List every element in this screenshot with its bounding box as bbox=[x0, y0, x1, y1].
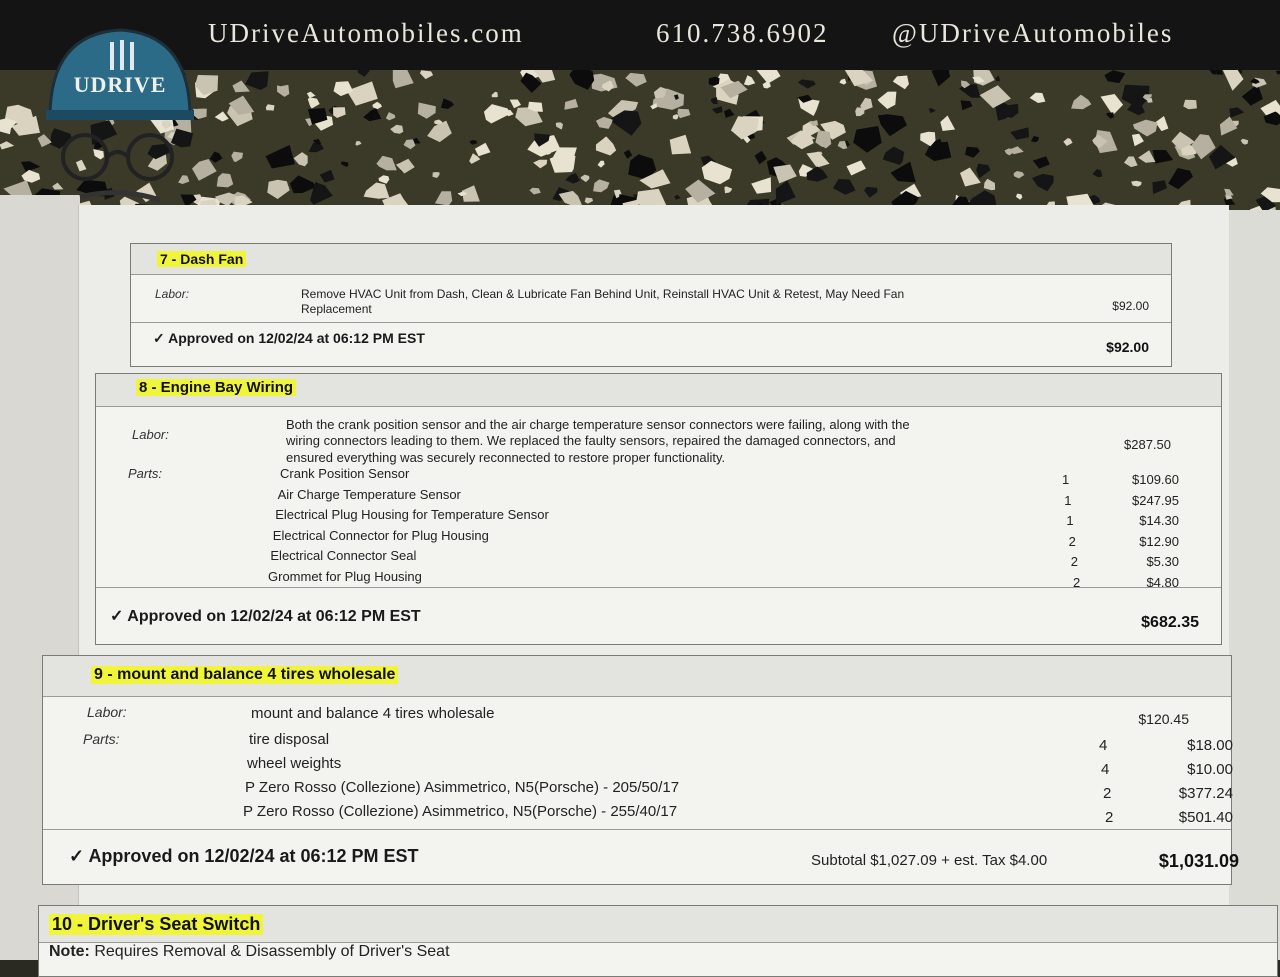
part-price: $14.30 bbox=[1139, 513, 1179, 528]
terrazzo-chip bbox=[757, 70, 781, 84]
terrazzo-chip bbox=[931, 70, 950, 87]
terrazzo-chip bbox=[1104, 70, 1125, 83]
terrazzo-chip bbox=[712, 106, 723, 113]
approval-status: ✓ Approved on 12/02/24 at 06:12 PM EST bbox=[69, 846, 419, 866]
terrazzo-chip bbox=[21, 161, 41, 172]
terrazzo-chip bbox=[711, 97, 718, 104]
part-quantity: 2 bbox=[1103, 785, 1112, 802]
terrazzo-chip bbox=[277, 85, 289, 97]
terrazzo-chip bbox=[724, 186, 732, 193]
terrazzo-chip bbox=[585, 198, 594, 204]
labor-label: Labor: bbox=[87, 704, 127, 720]
note-text: Requires Removal & Disassembly of Driver's Seat bbox=[94, 943, 450, 960]
terrazzo-chip bbox=[290, 175, 317, 193]
terrazzo-chip bbox=[929, 108, 936, 113]
terrazzo-chip bbox=[1101, 94, 1124, 115]
item-total: $1,031.09 bbox=[1158, 851, 1239, 871]
terrazzo-chip bbox=[333, 107, 346, 118]
terrazzo-chip bbox=[1132, 134, 1144, 147]
part-name: Electrical Plug Housing for Temperature Sensor bbox=[275, 507, 549, 522]
terrazzo-chip bbox=[1093, 169, 1103, 177]
terrazzo-chip bbox=[883, 147, 905, 165]
terrazzo-chip bbox=[309, 143, 324, 153]
part-quantity: 1 bbox=[1066, 513, 1074, 528]
dealer-phone: 610.738.6902 bbox=[656, 18, 829, 48]
part-name: Air Charge Temperature Sensor bbox=[277, 486, 461, 502]
labor-description: Both the crank position sensor and the air charge temperature sensor connectors were failing, along with the wiring connectors leading to them. We replaced the faulty sensors, repaired the damaged connectors, and ensured everything was securely reconnected to restore proper functionality. bbox=[286, 417, 910, 465]
terrazzo-chip bbox=[364, 183, 390, 199]
terrazzo-chip bbox=[776, 181, 796, 205]
terrazzo-chip bbox=[864, 187, 877, 198]
terrazzo-chip bbox=[1153, 150, 1174, 164]
terrazzo-chip bbox=[434, 120, 442, 125]
labor-label: Labor: bbox=[155, 287, 190, 301]
terrazzo-chip bbox=[961, 100, 973, 110]
terrazzo-chip bbox=[320, 170, 335, 183]
terrazzo-chip bbox=[441, 98, 454, 109]
terrazzo-chip bbox=[1016, 194, 1022, 200]
parts-label: Parts: bbox=[128, 466, 162, 481]
part-name: Crank Position Sensor bbox=[280, 466, 410, 481]
udrive-logo bbox=[40, 22, 200, 212]
part-name: Electrical Connector for Plug Housing bbox=[272, 527, 489, 543]
terrazzo-chip bbox=[763, 82, 771, 89]
note-label: Note: bbox=[49, 943, 90, 960]
check-icon: ✓ bbox=[69, 846, 85, 866]
part-price: $10.00 bbox=[1187, 761, 1233, 778]
terrazzo-chip bbox=[1152, 180, 1167, 194]
part-price: $109.60 bbox=[1132, 472, 1179, 487]
terrazzo-chip bbox=[965, 147, 980, 158]
item-total: $92.00 bbox=[1106, 339, 1149, 355]
terrazzo-chip bbox=[1032, 174, 1054, 192]
terrazzo-chip bbox=[217, 173, 234, 187]
terrazzo-chip bbox=[839, 79, 846, 85]
terrazzo-chip bbox=[755, 151, 767, 165]
terrazzo-chip bbox=[363, 108, 381, 121]
terrazzo-chip bbox=[744, 75, 755, 85]
subtotal-tax: Subtotal $1,027.09 + est. Tax $4.00 bbox=[811, 852, 1048, 869]
terrazzo-chip bbox=[564, 99, 578, 110]
part-quantity: 2 bbox=[1105, 809, 1114, 826]
part-name: Grommet for Plug Housing bbox=[268, 568, 422, 584]
service-item-drivers-seat-switch bbox=[38, 905, 1278, 977]
terrazzo-chip bbox=[976, 164, 990, 179]
terrazzo-chip bbox=[878, 114, 907, 136]
terrazzo-chip bbox=[1133, 120, 1158, 137]
terrazzo-chip bbox=[1107, 112, 1114, 118]
terrazzo-chip bbox=[347, 81, 378, 105]
terrazzo-chip bbox=[670, 135, 692, 155]
terrazzo-chip bbox=[625, 73, 646, 87]
labor-label: Labor: bbox=[132, 427, 169, 442]
service-item-engine-bay-wiring bbox=[95, 373, 1222, 645]
terrazzo-chip bbox=[379, 175, 390, 183]
terrazzo-chip bbox=[833, 179, 856, 195]
terrazzo-chip bbox=[893, 76, 909, 90]
terrazzo-chip bbox=[565, 173, 580, 184]
logo-text: UDRIVE bbox=[73, 72, 167, 97]
service-item-dash-fan bbox=[130, 243, 1172, 367]
part-quantity: 2 bbox=[1068, 533, 1076, 549]
terrazzo-chip bbox=[1168, 168, 1193, 189]
item-title: 10 - Driver's Seat Switch bbox=[49, 914, 263, 935]
terrazzo-chip bbox=[386, 112, 396, 120]
terrazzo-chip bbox=[1030, 93, 1046, 103]
terrazzo-chip bbox=[266, 145, 295, 169]
terrazzo-chip bbox=[307, 92, 316, 98]
service-item-tire-mount-balance bbox=[42, 655, 1239, 885]
terrazzo-chip bbox=[677, 109, 690, 119]
terrazzo-chip bbox=[266, 104, 275, 111]
labor-price: $120.45 bbox=[1138, 711, 1189, 727]
terrazzo-chip bbox=[1033, 156, 1050, 168]
terrazzo-chip bbox=[556, 122, 563, 129]
terrazzo-chip bbox=[355, 141, 361, 146]
terrazzo-chip bbox=[878, 92, 897, 109]
approval-status: ✓ Approved on 12/02/24 at 06:12 PM EST bbox=[110, 608, 421, 625]
terrazzo-chip bbox=[984, 179, 995, 191]
terrazzo-chip bbox=[1183, 100, 1197, 110]
parts-label: Parts: bbox=[83, 731, 120, 747]
terrazzo-chip bbox=[1242, 84, 1263, 106]
terrazzo-chip bbox=[529, 188, 540, 195]
labor-description: Remove HVAC Unit from Dash, Clean & Lubricate Fan Behind Unit, Reinstall HVAC Unit & Retest, May Need Fan Replacement bbox=[301, 287, 905, 316]
terrazzo-chip bbox=[492, 92, 498, 98]
approval-status: ✓ Approved on 12/02/24 at 06:12 PM EST bbox=[153, 330, 425, 346]
terrazzo-chip bbox=[751, 177, 771, 194]
terrazzo-chip bbox=[673, 114, 679, 119]
terrazzo-chip bbox=[1208, 70, 1223, 75]
terrazzo-chip bbox=[357, 70, 370, 77]
part-name: tire disposal bbox=[249, 731, 330, 748]
terrazzo-chip bbox=[791, 131, 814, 150]
terrazzo-chip bbox=[433, 172, 440, 178]
terrazzo-chip bbox=[231, 152, 243, 163]
terrazzo-chip bbox=[341, 162, 349, 168]
item-total: $682.35 bbox=[1141, 614, 1199, 631]
terrazzo-chip bbox=[598, 161, 605, 168]
part-quantity: 4 bbox=[1101, 761, 1110, 778]
terrazzo-chip bbox=[21, 170, 40, 183]
terrazzo-chip bbox=[0, 141, 14, 149]
terrazzo-chip bbox=[806, 152, 829, 168]
terrazzo-chip bbox=[860, 98, 873, 111]
terrazzo-chip bbox=[418, 103, 436, 119]
terrazzo-chip bbox=[798, 79, 816, 88]
part-quantity: 4 bbox=[1099, 737, 1108, 754]
terrazzo-chip bbox=[815, 130, 831, 148]
terrazzo-chip bbox=[593, 179, 609, 192]
part-name: P Zero Rosso (Collezione) Asimmetrico, N5(Porsche) - 205/50/17 bbox=[245, 779, 680, 796]
part-price: $247.95 bbox=[1132, 492, 1179, 508]
terrazzo-chip bbox=[853, 126, 882, 153]
terrazzo-chip bbox=[294, 152, 308, 166]
terrazzo-chip bbox=[210, 152, 223, 163]
terrazzo-chip bbox=[550, 152, 576, 172]
terrazzo-chip bbox=[674, 195, 681, 200]
terrazzo-chip bbox=[215, 111, 229, 121]
part-quantity: 2 bbox=[1070, 554, 1079, 569]
check-icon: ✓ bbox=[153, 330, 165, 346]
terrazzo-chip bbox=[847, 160, 867, 175]
part-price: $501.40 bbox=[1178, 809, 1233, 826]
terrazzo-chip bbox=[773, 165, 796, 184]
part-price: $5.30 bbox=[1146, 554, 1179, 569]
dealer-website: UDriveAutomobiles.com bbox=[208, 18, 524, 48]
terrazzo-chip bbox=[308, 98, 320, 109]
terrazzo-chip bbox=[940, 116, 955, 132]
terrazzo-chip bbox=[724, 109, 734, 118]
terrazzo-chip bbox=[1124, 157, 1138, 168]
labor-price: $287.50 bbox=[1124, 437, 1171, 452]
terrazzo-chip bbox=[890, 162, 915, 183]
labor-price: $92.00 bbox=[1112, 299, 1149, 313]
terrazzo-chip bbox=[510, 100, 521, 109]
part-price: $12.90 bbox=[1139, 533, 1179, 549]
terrazzo-chip bbox=[596, 117, 613, 129]
terrazzo-chip bbox=[1010, 127, 1029, 140]
terrazzo-chip bbox=[1138, 150, 1155, 163]
terrazzo-chip bbox=[1071, 95, 1091, 110]
part-price: $377.24 bbox=[1178, 785, 1233, 802]
item-title: 7 - Dash Fan bbox=[157, 251, 246, 267]
terrazzo-chip bbox=[596, 136, 616, 155]
terrazzo-chip bbox=[533, 160, 547, 169]
labor-description: mount and balance 4 tires wholesale bbox=[251, 705, 495, 722]
part-name: Electrical Connector Seal bbox=[270, 548, 417, 563]
terrazzo-chip bbox=[581, 175, 590, 183]
terrazzo-chip bbox=[372, 102, 382, 109]
terrazzo-chip bbox=[1224, 189, 1234, 196]
terrazzo-chip bbox=[1014, 171, 1025, 179]
terrazzo-chip bbox=[624, 150, 633, 159]
part-price: $18.00 bbox=[1187, 737, 1233, 754]
part-quantity: 1 bbox=[1062, 472, 1070, 487]
terrazzo-chip bbox=[1063, 138, 1072, 146]
part-quantity: 1 bbox=[1064, 492, 1072, 508]
item-title: 9 - mount and balance 4 tires wholesale bbox=[91, 666, 398, 684]
note bbox=[49, 943, 450, 961]
terrazzo-chip bbox=[1276, 70, 1280, 74]
terrazzo-chip bbox=[393, 70, 414, 88]
terrazzo-chip bbox=[569, 70, 594, 90]
terrazzo-chip bbox=[1220, 117, 1237, 136]
part-name: wheel weights bbox=[247, 755, 342, 772]
part-price: $4.80 bbox=[1146, 574, 1179, 590]
terrazzo-chip bbox=[420, 70, 433, 79]
item-title: 8 - Engine Bay Wiring bbox=[136, 379, 296, 396]
dealer-social-handle: @UDriveAutomobiles bbox=[892, 18, 1174, 48]
terrazzo-chip bbox=[702, 161, 732, 184]
terrazzo-chip bbox=[1131, 181, 1142, 187]
check-icon: ✓ bbox=[110, 608, 124, 625]
terrazzo-chip bbox=[995, 76, 1000, 82]
part-quantity: 2 bbox=[1073, 574, 1081, 590]
terrazzo-chip bbox=[1031, 136, 1039, 142]
terrazzo-chip bbox=[475, 143, 491, 157]
terrazzo-chip bbox=[267, 180, 289, 199]
terrazzo-chip bbox=[435, 191, 452, 205]
terrazzo-chip bbox=[469, 140, 477, 145]
terrazzo-chip bbox=[1229, 107, 1244, 118]
part-name: P Zero Rosso (Collezione) Asimmetrico, N5(Porsche) - 255/40/17 bbox=[243, 803, 678, 820]
terrazzo-chip bbox=[396, 159, 415, 174]
terrazzo-chip bbox=[390, 125, 403, 134]
terrazzo-chip bbox=[376, 156, 396, 171]
terrazzo-chip bbox=[1241, 139, 1249, 145]
terrazzo-chip bbox=[245, 71, 269, 90]
